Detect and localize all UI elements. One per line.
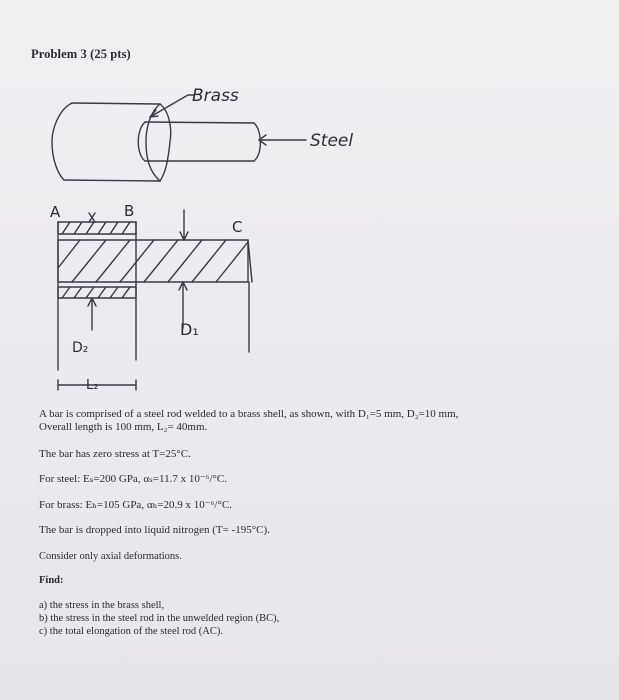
question-list xyxy=(39,599,559,638)
find-label: Find: xyxy=(39,575,64,586)
intro-line-2: Overall length is 100 mm, L₂= 40mm. xyxy=(39,421,208,433)
label-brass: Brass xyxy=(192,86,239,106)
label-steel: Steel xyxy=(310,131,354,151)
label-l2: L₂ xyxy=(86,378,99,393)
label-c: C xyxy=(232,218,243,236)
label-d2: D₂ xyxy=(72,340,89,356)
problem-statement xyxy=(39,408,559,434)
label-b: B xyxy=(124,202,135,220)
brass-properties: For brass: Eₕ=105 GPa, αₕ=20.9 x 10⁻⁶/°C. xyxy=(39,499,232,511)
nitrogen-text: The bar is dropped into liquid nitrogen (T= -195°C). xyxy=(39,524,270,536)
label-d1: D₁ xyxy=(180,320,199,339)
label-a: A xyxy=(50,203,61,221)
steel-properties: For steel: Eₛ=200 GPa, αₛ=11.7 x 10⁻⁶/°C. xyxy=(39,473,228,485)
intro-line-1: A bar is comprised of a steel rod welded to a brass shell, as shown, with D₁=5 mm, D₂=10 mm, xyxy=(39,408,459,420)
problem-title: Problem 3 (25 pts) xyxy=(31,47,131,61)
question-b: b) the stress in the steel rod in the unwelded region (BC), xyxy=(39,613,280,624)
question-a: a) the stress in the brass shell, xyxy=(39,600,165,611)
steel-rod-outline xyxy=(145,122,254,161)
question-c: c) the total elongation of the steel rod (AC). xyxy=(39,626,223,637)
axial-only-text: Consider only axial deformations. xyxy=(39,551,182,562)
zero-stress-text: The bar has zero stress at T=25°C. xyxy=(39,448,191,460)
